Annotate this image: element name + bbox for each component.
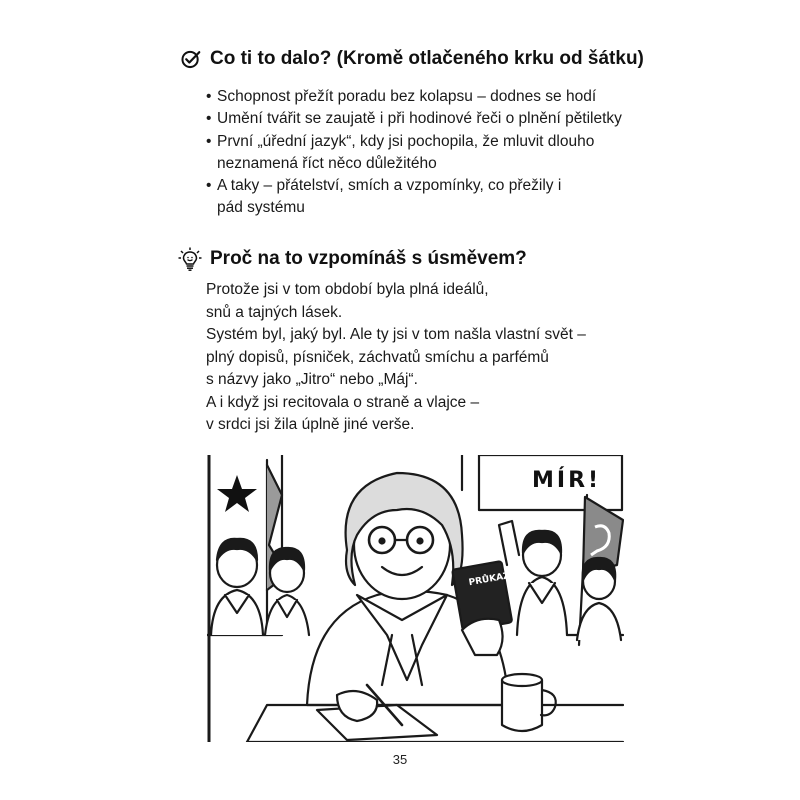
paragraph-line: Protože jsi v tom období byla plná ideálů, [206,281,489,298]
list-item [206,108,666,130]
paragraph-line: v srdci jsi žila úplně jiné verše. [206,416,415,433]
list-item [206,86,666,108]
paragraph-line: A i když jsi recitovala o straně a vlajce – [206,393,480,411]
list-item-text: První „úřední jazyk“, kdy jsi pochopila, že mluvit dlouho neznamená říct něco důležitého [217,132,595,172]
card-text: PRŮKAZ [467,571,511,589]
star-icon [217,475,257,512]
list-item-text: Umění tvářit se zaujatě i při hodinové řeči o plnění pětiletky [217,110,622,128]
lightbulb-icon [178,246,202,272]
illustration-pioneer-classroom [207,455,624,742]
heading-text: Co ti to dalo? (Kromě otlačeného krku od šátku) [210,48,644,69]
bullet-marker: • [206,110,212,128]
list-item-text: Schopnost přežít poradu bez kolapsu – dodnes se hodí [217,88,597,105]
list-item-text: A taky – přátelství, smích a vzpomínky, co přežily i pád systému [217,177,562,217]
bullet-marker: • [206,177,212,195]
section-heading-benefits [180,48,644,70]
page-number: 35 [392,752,408,767]
paragraph-line: snů a tajných lásek. [206,303,343,321]
check-circle-icon [180,48,202,70]
list-item [206,175,666,220]
paragraph-line: s názvy jako „Jitro“ nebo „Máj“. [206,371,418,388]
paragraph-line: plný dopisů, písniček, záchvatů smíchu a parfémů [206,348,549,366]
benefits-list [206,86,666,220]
heading-text: Proč na to vzpomínáš s úsměvem? [210,248,527,269]
paragraph-line: Systém byl, jaký byl. Ale ty jsi v tom našla vlastní svět – [206,326,586,343]
list-item [206,131,666,176]
section-heading-memories [178,246,527,272]
memories-paragraph [206,279,586,437]
bullet-marker: • [206,132,212,150]
banner-text: MÍR! [532,468,602,493]
bullet-marker: • [206,88,212,105]
